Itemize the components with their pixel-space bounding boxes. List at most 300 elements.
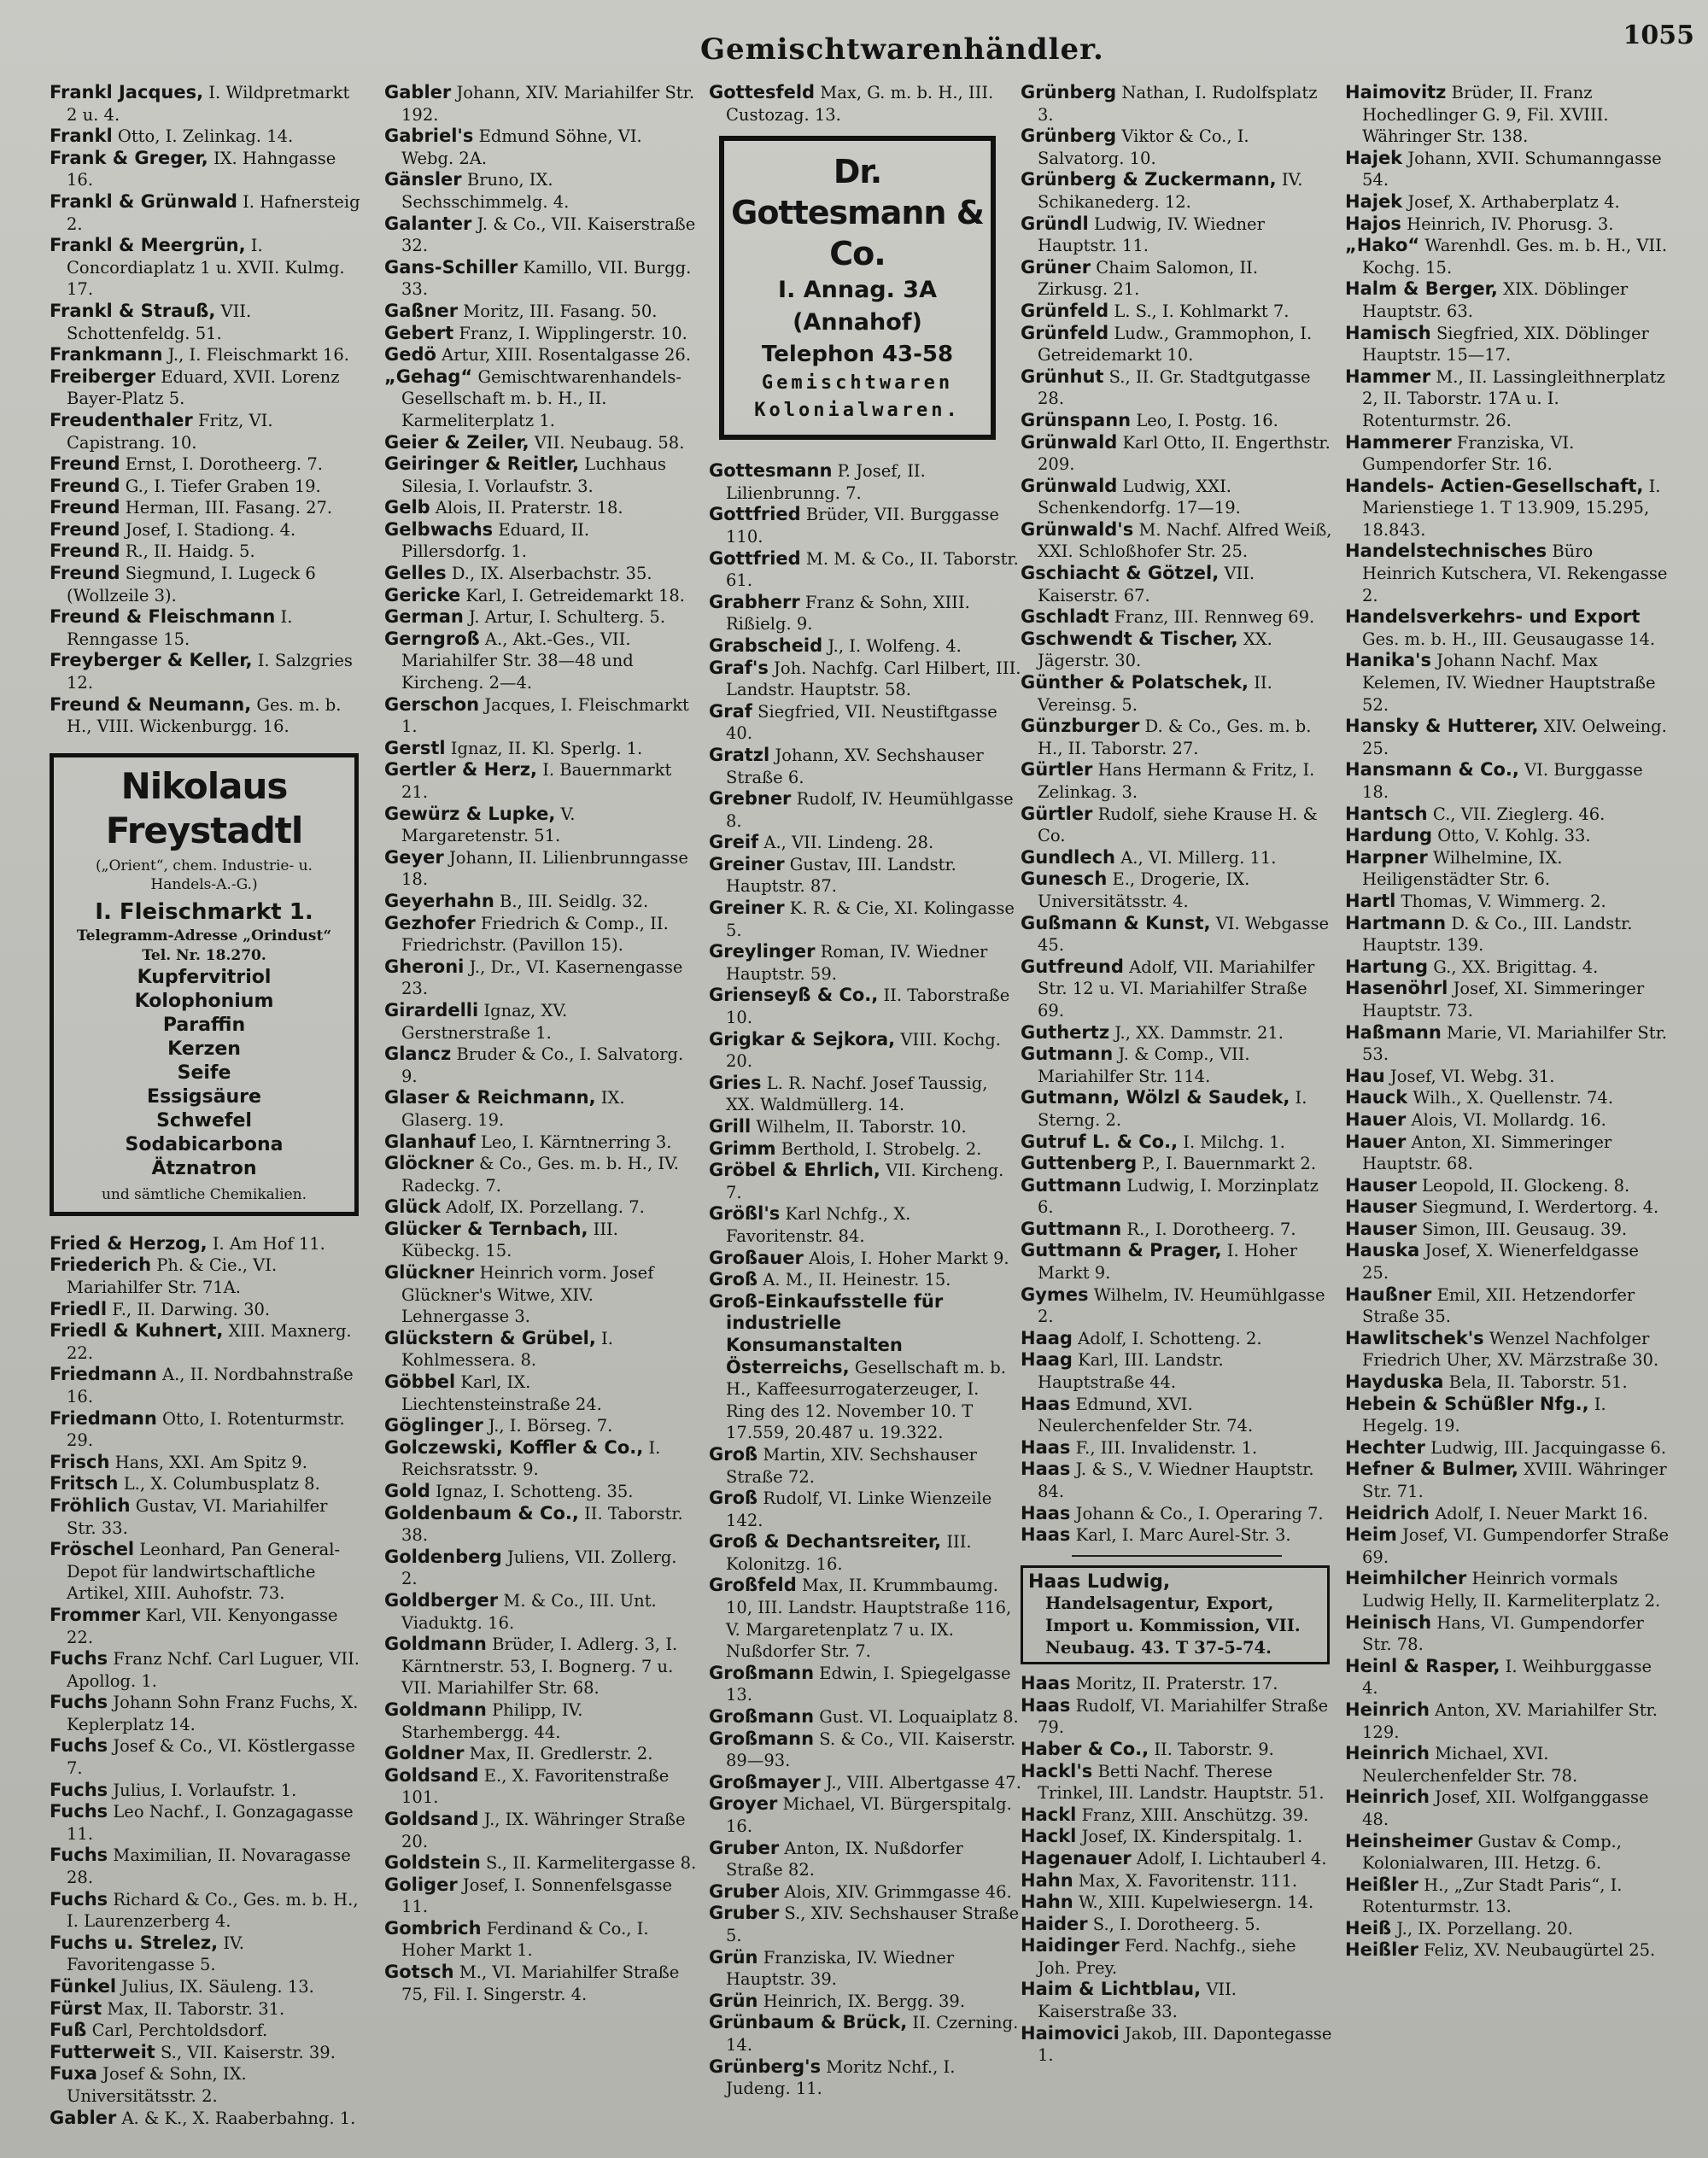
- entry-details: J., I. Wolfeng. 4.: [828, 635, 962, 656]
- directory-entry: [50, 2108, 362, 2130]
- entry-name: Grünberg: [1021, 126, 1117, 147]
- entry-details: Wenzel Nachfolger Friedrich Uher, XV. Märzstraße 30.: [1362, 1328, 1659, 1371]
- directory-entry: [384, 956, 697, 1000]
- entry-name: Goldsand: [384, 1764, 479, 1786]
- directory-entry: [1345, 1394, 1670, 1437]
- entry-name: Grünberg's: [709, 2056, 822, 2077]
- directory-entry: [1021, 323, 1333, 366]
- entry-name: Großauer: [709, 1247, 804, 1268]
- entry-details: S., I. Dorotheerg. 5.: [1092, 1914, 1261, 1934]
- directory-entry: [384, 1087, 697, 1131]
- entry-details: V. Margaretenstr. 51.: [401, 804, 576, 846]
- entry-details: Fritz, VI. Capistrang. 10.: [67, 410, 273, 453]
- entry-details: Otto, I. Rotenturmstr. 29.: [67, 1408, 345, 1451]
- entry-details: J., XX. Dammstr. 21.: [1114, 1022, 1284, 1043]
- directory-entry: [1345, 213, 1670, 236]
- directory-entry: [384, 694, 697, 738]
- entry-details: I. Hafnersteig 2.: [67, 191, 360, 234]
- directory-entry: [1345, 759, 1670, 803]
- entry-details: Wilhelm, IV. Heumühlgasse 2.: [1038, 1284, 1325, 1327]
- entry-name: Frankl: [50, 126, 113, 147]
- entry-name: Gezhofer: [384, 912, 476, 933]
- entry-details: Philipp, IV. Starhembergg. 44.: [401, 1699, 583, 1742]
- entry-name: Hajek: [1345, 147, 1403, 168]
- entry-name: Hartl: [1345, 890, 1396, 911]
- directory-entry: [50, 82, 362, 126]
- directory-entry: [709, 985, 1021, 1028]
- entry-details: Otto, I. Zelinkag. 14.: [117, 126, 294, 147]
- entry-name: Fuß: [50, 2020, 87, 2041]
- entry-name: Frommer: [50, 1604, 141, 1625]
- directory-entry: [1345, 1132, 1670, 1175]
- entry-details: Josef, XII. Wolfganggasse 48.: [1362, 1787, 1649, 1829]
- directory-entry: [1021, 213, 1333, 257]
- entry-name: Harpner: [1345, 846, 1428, 868]
- entry-details: Adolf, VII. Mariahilfer Str. 12 u. VI. Mariahilfer Straße 69.: [1038, 956, 1315, 1021]
- directory-entry: [1345, 1874, 1670, 1918]
- entry-details: J., I. Fleischmarkt 16.: [167, 345, 349, 366]
- entry-name: Gertler & Herz,: [384, 759, 537, 781]
- entry-details: J., IX. Porzellang. 20.: [1396, 1918, 1573, 1939]
- entry-name: Grünfeld: [1021, 300, 1109, 321]
- entry-name: Glücker & Ternbach,: [384, 1218, 588, 1239]
- entry-name: Friedl: [50, 1298, 108, 1319]
- entry-name: Gymes: [1021, 1284, 1089, 1305]
- entry-details: Wilhelm, II. Taborstr. 10.: [756, 1117, 967, 1137]
- directory-entry: [384, 1503, 697, 1547]
- entry-name: Gabler: [50, 2107, 117, 2128]
- divider: [1072, 1555, 1282, 1557]
- entry-name: Freund & Fleischmann: [50, 606, 276, 628]
- entry-details: Franz, I. Wipplingerstr. 10.: [459, 323, 687, 343]
- entry-details: Gustav & Comp., Kolonialwaren, III. Hetzg. 6.: [1362, 1831, 1622, 1874]
- ad-product: Sodabicarbona: [125, 1133, 284, 1155]
- entry-name: Haas: [1021, 1694, 1071, 1716]
- ad-telephone: Telephon 43-58: [761, 342, 954, 368]
- entry-name: Frisch: [50, 1451, 110, 1472]
- entry-name: Hartung: [1345, 956, 1429, 977]
- directory-entry: [384, 257, 697, 301]
- entry-name: Friederich: [50, 1254, 152, 1276]
- entry-details: Ferdinand & Co., I. Hoher Markt 1.: [401, 1918, 649, 1961]
- entry-name: Hebein & Schüßler Nfg.,: [1345, 1393, 1589, 1414]
- ad-product: Gemischtwaren: [761, 372, 954, 395]
- directory-entry: [50, 1780, 362, 1802]
- directory-entry: [1021, 1761, 1333, 1804]
- directory-entry: [50, 563, 362, 606]
- directory-entry: [1345, 956, 1670, 979]
- ad-product: Schwefel: [156, 1109, 252, 1132]
- directory-entry: [384, 629, 697, 694]
- directory-entry: [709, 1947, 1021, 1991]
- directory-entry: [50, 453, 362, 476]
- entry-details: Warenhdl. Ges. m. b. H., VII. Kochg. 15.: [1362, 236, 1668, 278]
- entry-details: Ignaz, XV. Gerstnerstraße 1.: [401, 1000, 568, 1043]
- directory-entry: [50, 126, 362, 148]
- entry-name: Hagenauer: [1021, 1847, 1132, 1869]
- entry-name: Gold: [384, 1481, 430, 1501]
- entry-details: I. Kohlmessera. 8.: [401, 1328, 613, 1371]
- directory-entry: [384, 1132, 697, 1154]
- entry-details: S., XIV. Sechshauser Straße 5.: [726, 1904, 1020, 1945]
- entry-name: Freund: [50, 497, 120, 518]
- ad-telephone: Tel. Nr. 18.270.: [142, 946, 266, 964]
- entry-details: Josef, VI. Gumpendorfer Straße 69.: [1362, 1525, 1670, 1567]
- entry-list: [1021, 1673, 1333, 2067]
- page-header: [0, 15, 1708, 68]
- directory-entry: [709, 460, 1021, 504]
- directory-entry: [384, 1415, 697, 1437]
- directory-entry: [709, 635, 1021, 658]
- entry-name: Hauser: [1345, 1218, 1417, 1239]
- directory-entry: [709, 1991, 1021, 2013]
- entry-name: Groß-Einkaufsstelle für industrielle Konsumanstalten Österreichs,: [709, 1290, 944, 1377]
- entry-name: Haas: [1021, 1436, 1071, 1458]
- entry-details: A. M., II. Heinestr. 15.: [763, 1270, 951, 1290]
- ad-product: Kolonialwaren.: [754, 400, 961, 422]
- entry-details: Moritz, III. Fasang. 50.: [463, 301, 658, 321]
- entry-details: Josef, XI. Simmeringer Hauptstr. 73.: [1362, 979, 1645, 1021]
- entry-name: Geyerhahn: [384, 890, 494, 911]
- directory-entry: [384, 1437, 697, 1481]
- entry-name: Großmann: [709, 1728, 815, 1749]
- entry-name: Hayduska: [1345, 1371, 1444, 1393]
- entry-name: Gheroni: [384, 956, 465, 977]
- entry-details: Franziska, VI. Gumpendorfer Str. 16.: [1362, 432, 1575, 475]
- entry-name: Haimovitz: [1345, 82, 1447, 102]
- directory-entry: [1345, 432, 1670, 476]
- entry-details: Max, II. Taborstr. 31.: [107, 1998, 285, 2019]
- directory-entry: [384, 1481, 697, 1503]
- directory-entry: [50, 344, 362, 366]
- entry-name: Hefner & Bulmer,: [1345, 1459, 1518, 1480]
- directory-entry: [1345, 1503, 1670, 1525]
- entry-details: Ludwig, III. Jacquingasse 6.: [1430, 1437, 1667, 1458]
- directory-entry: [1021, 956, 1333, 1022]
- entry-name: Freiberger: [50, 366, 156, 387]
- entry-name: Haas: [1021, 1393, 1071, 1414]
- directory-entry: [709, 1706, 1021, 1728]
- directory-entry: [1021, 1524, 1333, 1547]
- directory-entry: [1021, 169, 1333, 213]
- entry-name: Heinrich: [1345, 1743, 1430, 1764]
- entry-name: Hawlitschek's: [1345, 1327, 1484, 1348]
- entry-details: Julius, I. Vorlaufstr. 1.: [113, 1780, 297, 1800]
- entry-name: Gutmann, Wölzl & Saudek,: [1021, 1087, 1290, 1108]
- entry-name: Goldstein: [384, 1852, 481, 1874]
- entry-name: Frankmann: [50, 344, 163, 366]
- entry-details: XVIII. Währinger Str. 71.: [1362, 1459, 1667, 1501]
- entry-details: Moritz Nchf., I. Judeng. 11.: [726, 2056, 956, 2099]
- page-number: 1055: [1623, 20, 1694, 50]
- entry-details: Bruno, IX. Sechsschimmelg. 4.: [401, 170, 570, 212]
- entry-details: Josef, I. Sonnenfelsgasse 11.: [401, 1874, 673, 1917]
- entry-details: B., III. Seidlg. 32.: [500, 891, 649, 911]
- entry-details: Ludw., Grammophon, I. Getreidemarkt 10.: [1038, 323, 1313, 366]
- directory-entry: [709, 548, 1021, 592]
- entry-details: Ludwig, I. Morzinplatz 6.: [1038, 1175, 1319, 1218]
- entry-details: II. Czerning. 14.: [726, 2013, 1019, 2055]
- entry-name: Fuchs: [50, 1779, 108, 1800]
- entry-details: A., Akt.-Ges., VII. Mariahilfer Str. 38—48 und Kircheng. 2—4.: [401, 629, 634, 693]
- entry-name: Gries: [709, 1072, 762, 1093]
- entry-name: Graf: [709, 700, 752, 722]
- entry-details: Gemischtwarenhandels-Gesellschaft m. b. H., II. Karmeliterplatz 1.: [401, 366, 681, 430]
- entry-name: Halm & Berger,: [1345, 278, 1498, 300]
- entry-name: Goldmann: [384, 1634, 487, 1655]
- entry-name: Freudenthaler: [50, 409, 193, 430]
- directory-entry: [1021, 1394, 1333, 1437]
- entry-details: Josef, I. Stadiong. 4.: [125, 519, 296, 540]
- directory-entry: [709, 1881, 1021, 1904]
- directory-entry: [384, 891, 697, 913]
- entry-details: Adolf, I. Schotteng. 2.: [1078, 1328, 1262, 1348]
- entry-details: VII. Neubaug. 58.: [534, 432, 685, 453]
- directory-entry: [384, 301, 697, 323]
- directory-entry: [1028, 1571, 1322, 1658]
- entry-name: Gürtler: [1021, 803, 1093, 824]
- entry-details: Feliz, XV. Neubaugürtel 25.: [1424, 1940, 1656, 1961]
- entry-details: VII. Kircheng. 7.: [726, 1161, 1004, 1202]
- directory-entry: [709, 2056, 1021, 2100]
- directory-entry: [1345, 323, 1670, 366]
- entry-details: M. M. & Co., II. Taborstr. 61.: [726, 548, 1019, 591]
- entry-details: Josef, X. Wienerfeldgasse 25.: [1362, 1241, 1639, 1284]
- entry-name: Gerstl: [384, 737, 446, 758]
- directory-entry: [50, 476, 362, 498]
- directory-entry: [1021, 1284, 1333, 1328]
- directory-entry: [1021, 1437, 1333, 1459]
- directory-entry: [384, 213, 697, 257]
- directory-entry: [384, 759, 697, 803]
- entry-name: Hechter: [1345, 1436, 1425, 1458]
- entry-name: Heinrich: [1345, 1699, 1430, 1720]
- directory-entry: [384, 126, 697, 169]
- entry-list: [709, 82, 1021, 126]
- directory-entry: [384, 738, 697, 760]
- entry-name: Großfeld: [709, 1575, 797, 1596]
- entry-details: Ernst, I. Dorotheerg. 7.: [125, 454, 323, 475]
- entry-details: Nathan, I. Rudolfsplatz 3.: [1038, 83, 1318, 125]
- entry-details: Bela, II. Taborstr. 51.: [1448, 1372, 1628, 1393]
- entry-name: Heimhilcher: [1345, 1568, 1467, 1589]
- entry-details: Joh. Nachfg. Carl Hilbert, III. Landstr. Hauptstr. 58.: [726, 658, 1021, 700]
- directory-entry: [1021, 1673, 1333, 1695]
- directory-entry: [1021, 126, 1333, 169]
- directory-entry: [709, 1575, 1021, 1662]
- entry-name: Großmayer: [709, 1771, 821, 1792]
- directory-entry: [1345, 1918, 1670, 1940]
- directory-entry: [50, 650, 362, 693]
- entry-details: VII. Schottenfeldg. 51.: [67, 301, 252, 343]
- entry-details: Josef & Co., VI. Köstlergasse 7.: [67, 1736, 355, 1779]
- directory-entry: [709, 1291, 1021, 1444]
- directory-entry: [50, 191, 362, 235]
- entry-name: Hackl: [1021, 1804, 1077, 1825]
- entry-name: Gaßner: [384, 300, 459, 321]
- entry-name: Haas: [1021, 1673, 1071, 1694]
- directory-entry: [1021, 1739, 1333, 1761]
- entry-details: Leopold, II. Glockeng. 8.: [1422, 1175, 1630, 1196]
- entry-name: Goldner: [384, 1743, 465, 1764]
- directory-entry: [1021, 257, 1333, 301]
- entry-name: Glück: [384, 1196, 441, 1218]
- directory-entry: [1345, 1656, 1670, 1699]
- entry-details: M. & Co., III. Unt. Viaduktg. 16.: [401, 1590, 657, 1633]
- entry-name: Grünwald's: [1021, 518, 1134, 540]
- directory-entry: [384, 606, 697, 629]
- directory-entry: [1345, 606, 1670, 650]
- directory-entry: [709, 1663, 1021, 1706]
- directory-entry: [1345, 476, 1670, 541]
- entry-details: Maximilian, II. Novaragasse 28.: [67, 1845, 351, 1888]
- directory-entry: [1345, 1196, 1670, 1219]
- ad-footer: und sämtliche Chemikalien.: [101, 1185, 307, 1203]
- entry-details: Josef, IX. Kinderspitalg. 1.: [1081, 1827, 1303, 1847]
- directory-entry: [50, 1254, 362, 1298]
- entry-name: Haag: [1021, 1327, 1073, 1348]
- directory-entry: [1345, 1087, 1670, 1109]
- entry-details: D., IX. Alserbachstr. 35.: [451, 564, 652, 584]
- entry-name: Hau: [1345, 1065, 1385, 1086]
- entry-details: G., XX. Brigittag. 4.: [1433, 956, 1599, 977]
- entry-details: Edwin, I. Spiegelgasse 13.: [726, 1663, 1011, 1705]
- entry-details: Kamillo, VII. Burgg. 33.: [401, 257, 692, 300]
- directory-entry: [384, 1852, 697, 1874]
- entry-name: Freyberger & Keller,: [50, 650, 253, 671]
- entry-name: Gschiacht & Götzel,: [1021, 563, 1220, 584]
- directory-entry: [709, 1531, 1021, 1575]
- ad-product-list: [62, 966, 346, 1181]
- entry-name: Hauck: [1345, 1087, 1408, 1108]
- directory-entry: [709, 504, 1021, 547]
- entry-details: J. & S., V. Wiedner Hauptstr. 84.: [1038, 1459, 1314, 1501]
- entry-details: VIII. Kochg. 20.: [726, 1029, 1001, 1072]
- directory-entry: [1345, 1284, 1670, 1328]
- entry-details: Johann, XIV. Mariahilfer Str. 192.: [401, 83, 695, 125]
- directory-entry: [1345, 650, 1670, 716]
- entry-name: German: [384, 606, 464, 628]
- entry-details: Heinrich vormals Ludwig Helly, II. Karmeliterplatz 2.: [1362, 1569, 1661, 1611]
- entry-name: Fuchs: [50, 1692, 108, 1713]
- entry-name: Goliger: [384, 1874, 458, 1895]
- directory-entry: [50, 1692, 362, 1735]
- entry-details: Leonhard, Pan General-Depot für landwirtschaftliche Artikel, XIII. Auhofstr. 73.: [67, 1540, 341, 1604]
- entry-details: J. & Comp., VII. Mariahilfer Str. 114.: [1038, 1044, 1250, 1086]
- directory-entry: [50, 1933, 362, 1976]
- entry-name: Guttenberg: [1021, 1153, 1138, 1174]
- entry-name: Friedl & Kuhnert,: [50, 1320, 224, 1342]
- entry-name: Geiringer & Reitler,: [384, 453, 580, 475]
- directory-entry: [1021, 1804, 1333, 1827]
- entry-name: Haas: [1021, 1524, 1071, 1546]
- directory-entry: [709, 745, 1021, 788]
- entry-details: I. Milchg. 1.: [1183, 1132, 1285, 1152]
- entry-name: Günther & Polatschek,: [1021, 672, 1249, 693]
- entry-name: Gabler: [384, 82, 452, 102]
- entry-name: Grün: [709, 1946, 758, 1968]
- directory-entry: [1021, 432, 1333, 476]
- directory-entry: [709, 701, 1021, 745]
- directory-entry: [384, 519, 697, 563]
- entry-name: Hardung: [1345, 825, 1433, 846]
- entry-name: Gottesfeld: [709, 82, 816, 102]
- directory-entry: [50, 1452, 362, 1474]
- entry-details: F., III. Invalidenstr. 1.: [1075, 1437, 1258, 1458]
- directory-entry: [384, 1153, 697, 1196]
- entry-name: Guthertz: [1021, 1021, 1110, 1043]
- ad-telegram: Telegramm-Adresse „Orindust“: [76, 927, 332, 944]
- directory-entry: [384, 1809, 697, 1852]
- entry-name: Heißler: [1345, 1939, 1418, 1961]
- entry-details: Wilhelmine, IX. Heiligenstädter Str. 6.: [1362, 847, 1563, 890]
- entry-details: S., II. Gr. Stadtgutgasse 28.: [1038, 366, 1311, 409]
- directory-entry: [1021, 1328, 1333, 1350]
- entry-details: F., II. Darwing. 30.: [112, 1299, 271, 1319]
- entry-details: IV. Favoritengasse 5.: [67, 1933, 244, 1975]
- entry-details: J., IX. Währinger Straße 20.: [401, 1809, 686, 1851]
- entry-details: Moritz, II. Praterstr. 17.: [1075, 1674, 1278, 1694]
- entry-details: Luchhaus Silesia, I. Vorlaufstr. 3.: [401, 454, 667, 496]
- entry-name: Freund: [50, 453, 120, 475]
- entry-name: Fritsch: [50, 1473, 119, 1494]
- directory-entry: [709, 1073, 1021, 1116]
- entry-details: Gust. VI. Loquaiplatz 8.: [819, 1707, 1019, 1728]
- entry-details: Ludwig, XXI. Schenkendorfg. 17—19.: [1038, 476, 1241, 518]
- entry-name: Friedmann: [50, 1364, 157, 1385]
- ad-address: I. Fleischmarkt 1.: [95, 898, 313, 925]
- ad-product: Seife: [177, 1061, 231, 1084]
- entry-details: Rudolf, siehe Krause H. & Co.: [1038, 804, 1318, 846]
- directory-entry: [384, 1044, 697, 1087]
- entry-details: Leo Nachf., I. Gonzagagasse 11.: [67, 1802, 354, 1844]
- directory-entry: [1021, 82, 1333, 126]
- entry-details: J., I. Börseg. 7.: [488, 1416, 613, 1436]
- entry-list: [50, 82, 362, 738]
- entry-name: Hanika's: [1345, 650, 1431, 671]
- entry-details: Johann & Co., I. Operaring 7.: [1075, 1503, 1324, 1523]
- directory-entry: [1021, 913, 1333, 956]
- entry-name: Fröschel: [50, 1539, 135, 1560]
- entry-details: VII. Kaiserstr. 67.: [1038, 564, 1255, 605]
- entry-name: Grimm: [709, 1137, 776, 1159]
- entry-details: Karl, VII. Kenyongasse 22.: [67, 1605, 338, 1647]
- entry-details: Max, II. Krummbaumg. 10, III. Landstr. Hauptstraße 116, V. Margaretenplatz 7 u. IX. Nußdorfer Str. 7.: [726, 1576, 1012, 1662]
- entry-details: I. Sterng. 2.: [1038, 1088, 1307, 1130]
- entry-name: Gans-Schiller: [384, 256, 518, 278]
- directory-entry: [1021, 606, 1333, 629]
- entry-name: Grabscheid: [709, 635, 823, 656]
- directory-entry: [1021, 629, 1333, 672]
- entry-name: Glückner: [384, 1262, 475, 1284]
- directory-entry: [1021, 1087, 1333, 1131]
- entry-details: II. Taborstr. 38.: [401, 1503, 683, 1546]
- entry-details: Edmund Söhne, VI. Webg. 2A.: [401, 126, 642, 168]
- directory-entry: [50, 1299, 362, 1321]
- entry-name: Gutruf L. & Co.,: [1021, 1131, 1179, 1152]
- entry-details: Adolf, I. Neuer Markt 16.: [1435, 1503, 1648, 1523]
- column-3: [709, 82, 1021, 2144]
- directory-entry: [709, 1116, 1021, 1138]
- entry-details: Rudolf, IV. Heumühlgasse 8.: [726, 789, 1014, 831]
- directory-entry: [384, 1590, 697, 1634]
- entry-name: Guttmann & Prager,: [1021, 1240, 1222, 1261]
- entry-name: Fuchs u. Strelez,: [50, 1932, 219, 1953]
- directory-entry: [384, 1874, 697, 1918]
- entry-details: D. & Co., III. Landstr. Hauptstr. 139.: [1362, 913, 1633, 956]
- entry-details: Wilh., X. Quellenstr. 74.: [1413, 1088, 1614, 1108]
- directory-entry: [709, 1793, 1021, 1837]
